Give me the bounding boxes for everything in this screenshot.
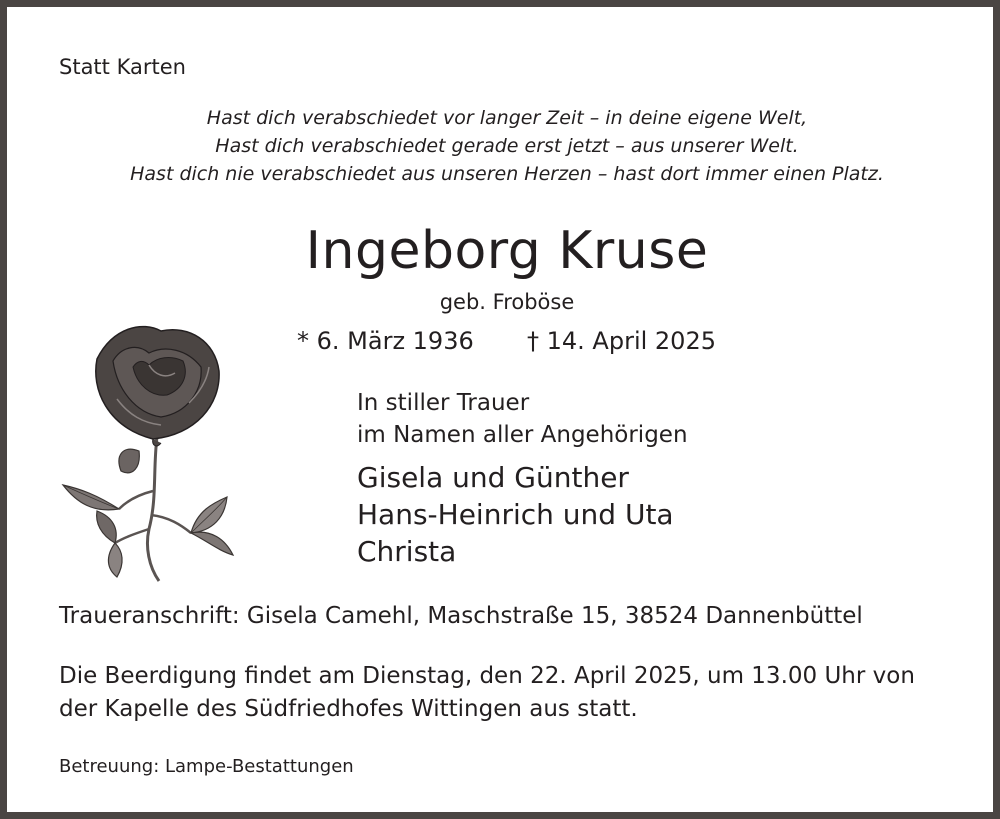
death-date: † 14. April 2025: [527, 327, 716, 355]
poem-line: Hast dich verabschiedet vor langer Zeit – in deine eigene Welt,: [206, 107, 808, 129]
mourning-line: im Namen aller Angehörigen: [357, 422, 688, 448]
deceased-name: Ingeborg Kruse: [305, 221, 709, 281]
mourning-address: Traueranschrift: Gisela Camehl, Maschstraße 15, 38524 Dannenbüttel: [59, 603, 863, 629]
rose-icon: [57, 319, 237, 587]
undertaker-credit: Betreuung: Lampe-Bestattungen: [59, 756, 354, 777]
poem-line: Hast dich verabschiedet gerade erst jetzt – aus unserer Welt.: [215, 135, 799, 157]
birth-date: * 6. März 1936: [297, 327, 474, 355]
mourning-line: In stiller Trauer: [357, 390, 530, 416]
maiden-name: geb. Froböse: [439, 290, 575, 314]
poem-line: Hast dich nie verabschiedet aus unseren Herzen – hast dort immer einen Platz.: [130, 163, 884, 185]
funeral-info-line: Die Beerdigung findet am Dienstag, den 22. April 2025, um 13.00 Uhr von: [59, 663, 915, 689]
funeral-info-line: der Kapelle des Südfriedhofes Wittingen aus statt.: [59, 696, 638, 722]
family-name: Christa: [357, 535, 457, 568]
family-name: Gisela und Günther: [357, 461, 629, 494]
header-text: Statt Karten: [59, 55, 186, 79]
family-name: Hans-Heinrich und Uta: [357, 498, 674, 531]
